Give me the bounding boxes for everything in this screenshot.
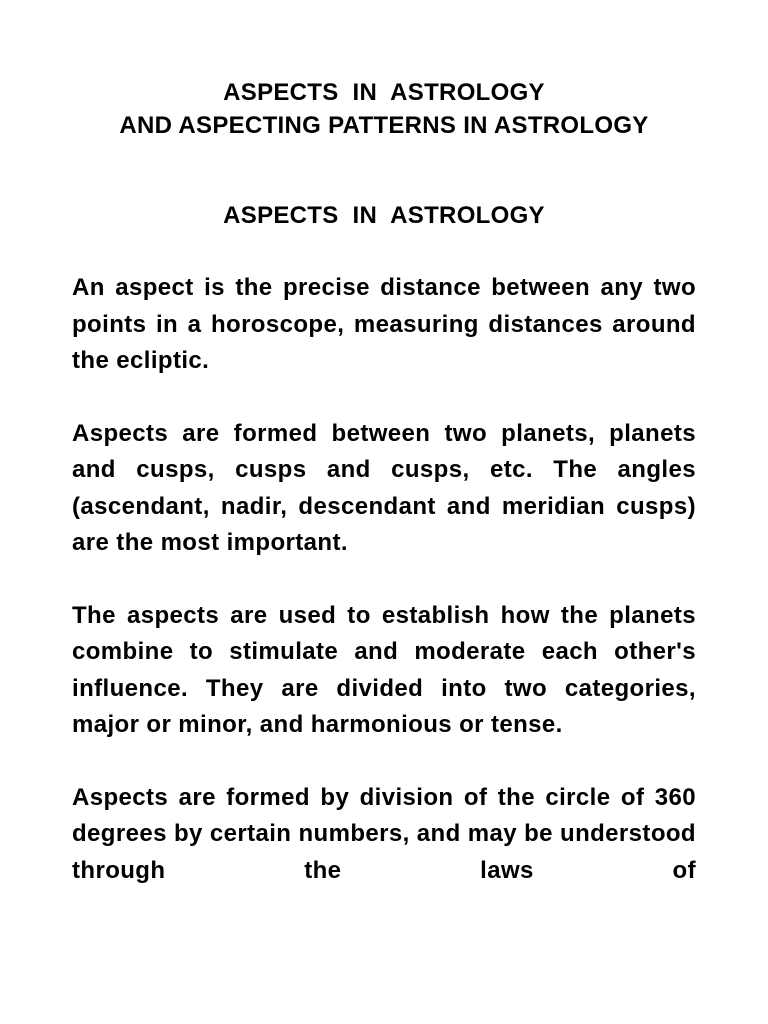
paragraph-3: The aspects are used to establish how the planets combine to stimulate and moderate each other's influence. They are divided into two categories, major or minor, and harmonious or tense. (72, 601, 696, 738)
document-title-line-2: AND ASPECTING PATTERNS IN ASTROLOGY (119, 112, 649, 139)
paragraph-1: An aspect is the precise distance between any two points in a horoscope, measuring distances around the ecliptic. (72, 274, 696, 374)
section-heading: ASPECTS IN ASTROLOGY (223, 202, 545, 229)
document-title-line-1: ASPECTS IN ASTROLOGY (223, 79, 545, 106)
paragraph-2: Aspects are formed between two planets, planets and cusps, cusps and cusps, etc. The angles (ascendant, nadir, descendant and meridian cusps) are the most important. (72, 419, 696, 556)
paragraph-4: Aspects are formed by division of the circle of 360 degrees by certain numbers, and may be understood through the laws of (72, 783, 696, 884)
